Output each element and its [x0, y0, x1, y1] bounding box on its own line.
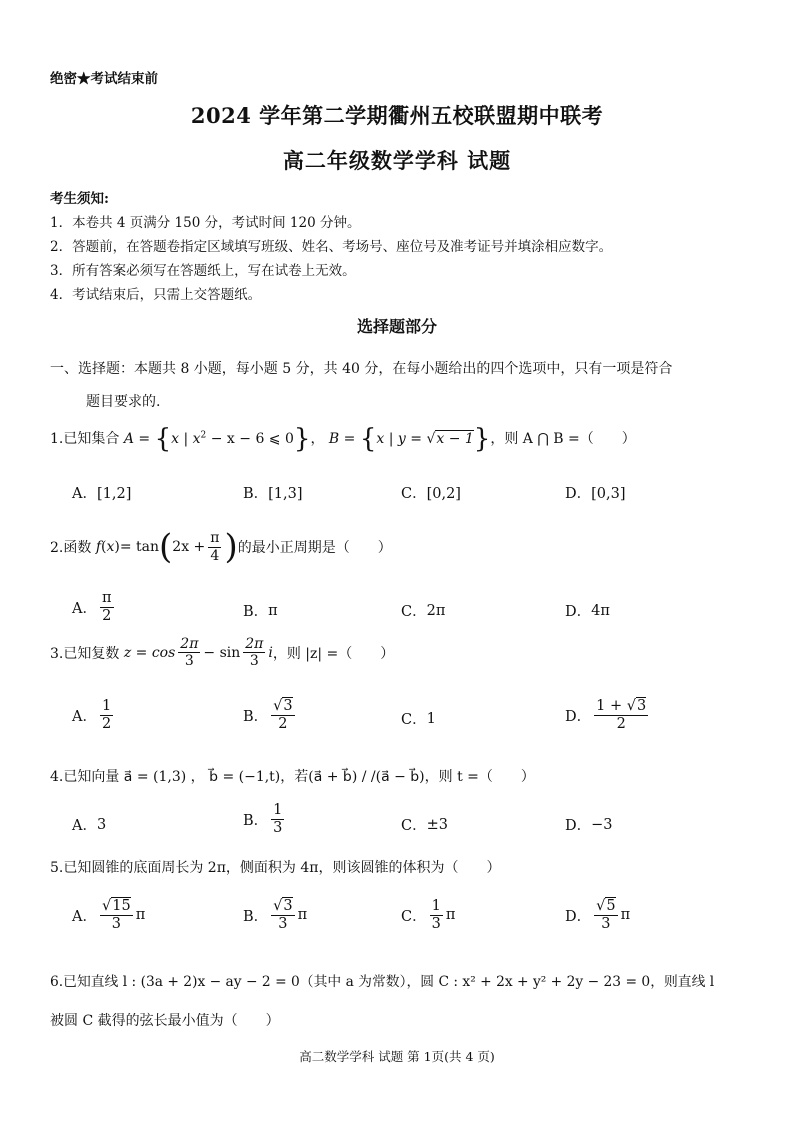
q5-option-b: B． $\frac{√3}{3}$ π: [243, 898, 308, 932]
notice-item: 4．考试结束后，只需上交答题纸。: [50, 287, 262, 303]
q3-option-d: D． $\frac{1 + √3}{2}$: [565, 698, 647, 732]
q2-option-a: A． $\frac{\pi}{2}$: [72, 590, 112, 624]
q1-set-a-label: A: [123, 431, 134, 447]
notice-item: 3．所有答案必须写在答题纸上，写在试卷上无效。: [50, 263, 356, 279]
q2-option-b: B． π: [243, 602, 278, 620]
page-footer: 高二数学学科 试题 第 1页(共 4 页): [299, 1049, 495, 1064]
q3-prefix: 3.已知复数: [50, 645, 120, 662]
q1-option-c: C．[0,2]: [401, 486, 461, 502]
q4-option-c: C． ±3: [401, 816, 448, 834]
q5-option-a: A． $\frac{√15}{3}$ π: [72, 898, 146, 932]
q3-ask: ，则 |z| =（ ）: [272, 645, 395, 662]
secret-label: 绝密★考试结束前: [50, 71, 158, 87]
q5-option-d: D． $\frac{√5}{3}$ π: [565, 898, 631, 932]
question-1: 1.已知集合 A = {x | $x^2 - x - 6$ ⩽ 0}， B = {x | y = √x − 1}，则 A ⋂ B =（ ）: [50, 424, 636, 454]
question-4: 4.已知向量 a⃗ = (1,3) ， b⃗ = (−1,t)，若(a⃗ + b⃗) / /(a⃗ − b⃗)，则 t =（ ）: [50, 769, 535, 785]
q1-set-a-body: x | x: [171, 431, 201, 447]
question-3: 3.已知复数 z = cos $\frac{2\pi}{3}$ − sin $\frac{2\pi}{3}$ i ，则 |z| =（ ）: [50, 636, 395, 670]
part-instructions-cont: 题目要求的.: [86, 394, 161, 410]
q1-option-b: B．[1,3]: [243, 486, 303, 502]
q3-sin: − sin: [203, 644, 241, 661]
q2-frac-num: π: [210, 530, 220, 547]
q2-func: f: [95, 539, 101, 555]
question-6-line-2: 被圆 C 截得的弦长最小值为（ ）: [50, 1013, 280, 1029]
q1-option-d: D．[0,3]: [565, 486, 626, 502]
q2-option-d: D． 4π: [565, 602, 610, 620]
section-title: 选择题部分: [356, 317, 437, 336]
notice-item: 2．答题前，在答题卷指定区域填写班级、姓名、考场号、座位号及准考证号并填涂相应数字。: [50, 239, 613, 255]
q2-ask: 的最小正周期是（ ）: [237, 540, 392, 556]
q4-option-d: D． −3: [565, 816, 613, 834]
q4-option-b: B． $\frac{1}{3}$: [243, 802, 283, 836]
q2-arg: 2x +: [172, 539, 206, 555]
q1-set-a-tail: − x − 6 ⩽ 0: [206, 431, 294, 447]
q2-option-c: C． 2π: [401, 602, 446, 620]
q1-set-b-label: B: [328, 431, 340, 447]
question-6-line-1: 6.已知直线 l : (3a + 2)x − ay − 2 = 0（其中 a 为常数），圆 C : x² + 2x + y² + 2y − 23 = 0，则直线 l: [50, 974, 715, 990]
q2-var: x: [106, 539, 115, 555]
q1-option-a: A．[1,2]: [72, 486, 132, 502]
question-5: 5.已知圆锥的底面周长为 2π，侧面积为 4π，则该圆锥的体积为（ ）: [50, 860, 501, 876]
q3-option-a: A． $\frac{1}{2}$: [72, 698, 112, 732]
q3-z: z = cos: [123, 644, 176, 661]
notice-item: 1．本卷共 4 页满分 150 分，考试时间 120 分钟。: [50, 215, 361, 231]
q1-prefix: 1.已知集合: [50, 431, 120, 447]
exam-title: 2024 学年第二学期衢州五校联盟期中联考: [190, 103, 604, 128]
exam-subtitle: 高二年级数学学科 试题: [282, 148, 512, 173]
q1-set-b-sqrt: x − 1: [436, 431, 474, 447]
q2-tan: = tan: [119, 539, 160, 555]
q2-prefix: 2.函数: [50, 540, 92, 556]
q5-option-c: C． $\frac{1}{3}$ π: [401, 898, 456, 932]
notice-heading: 考生须知:: [50, 191, 109, 207]
q1-set-a-exp: 2: [200, 430, 207, 441]
q4-option-a: A． 3: [72, 816, 107, 834]
question-2: 2.函数 f ( x ) = tan ( 2x + $\frac{\pi}{4}$ ) 的最小正周期是（ ）: [50, 527, 392, 567]
q1-ask: ，则 A ⋂ B =（ ）: [490, 431, 636, 447]
q3-option-b: B． $\frac{√3}{2}$: [243, 698, 293, 732]
q3-i: i: [268, 644, 273, 661]
q3-option-c: C． 1: [401, 710, 436, 728]
part-instructions: 一、选择题：本题共 8 小题，每小题 5 分，共 40 分，在每小题给出的四个选项中，只有一项是符合: [50, 361, 673, 377]
q1-set-b-body: x | y =: [376, 431, 427, 447]
q2-frac-den: 4: [210, 547, 220, 564]
